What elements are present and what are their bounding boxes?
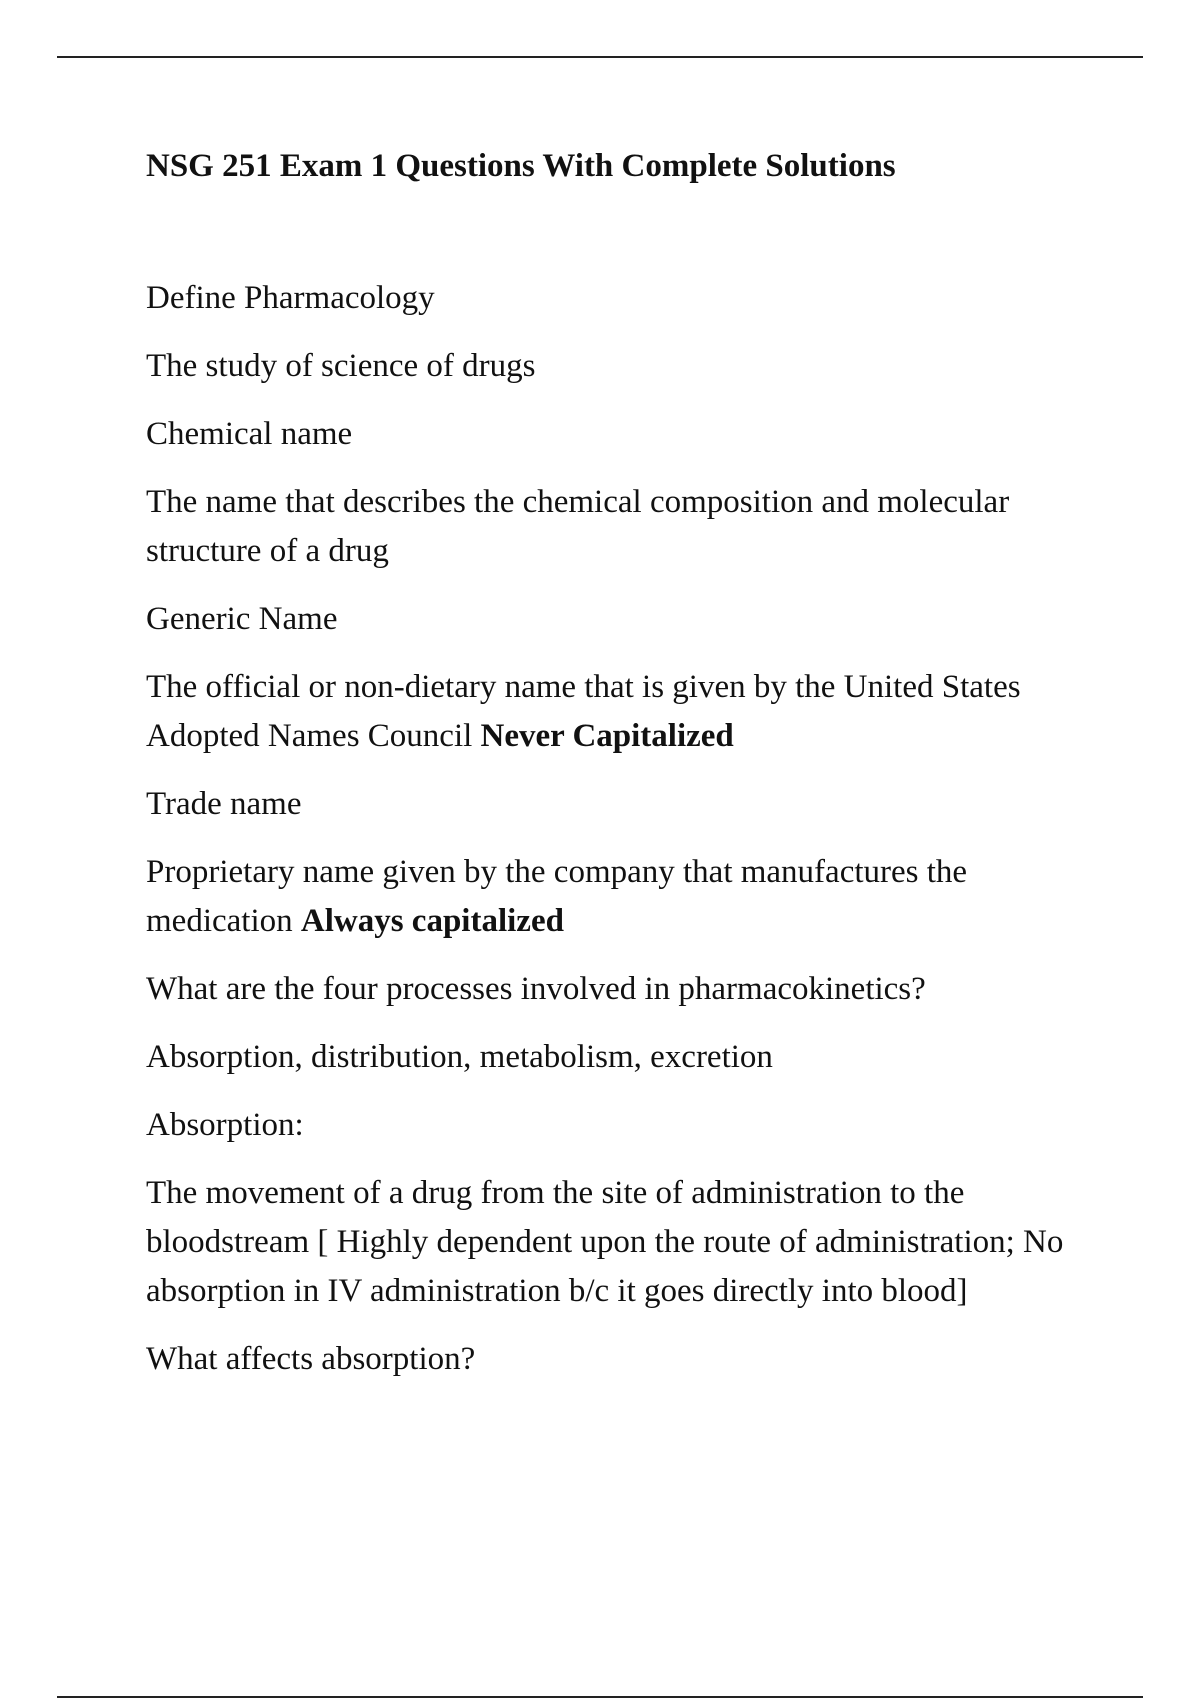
- answer-emphasis: Always capitalized: [300, 903, 564, 939]
- answer-text: [146, 342, 1086, 391]
- answer-text-body: The name that describes the chemical composition and molecular structure of a drug: [146, 484, 1010, 569]
- question-text-body: What are the four processes involved in pharmacokinetics?: [146, 971, 926, 1007]
- question-text-body: Absorption:: [146, 1107, 304, 1143]
- document-body: [146, 146, 1086, 1403]
- answer-text: [146, 848, 1086, 946]
- answer-text-body: Absorption, distribution, metabolism, excretion: [146, 1039, 773, 1075]
- document-title: NSG 251 Exam 1 Questions With Complete Solutions: [146, 148, 896, 184]
- question-text: [146, 274, 1086, 323]
- bottom-rule: [57, 1696, 1143, 1698]
- answer-text-body: The movement of a drug from the site of administration to the bloodstream [ Highly dependent upon the route of administration; No absorption in IV administration b/c it goes directly into blood]: [146, 1175, 1064, 1309]
- answer-text-body: Proprietary name given by the company that manufactures the medication: [146, 854, 968, 939]
- question-text-body: What affects absorption?: [146, 1341, 476, 1377]
- question-text-body: Define Pharmacology: [146, 280, 435, 316]
- answer-emphasis: Never Capitalized: [480, 718, 734, 754]
- question-text: [146, 780, 1086, 829]
- answer-text: [146, 1169, 1086, 1316]
- answer-text: [146, 478, 1086, 576]
- question-text: [146, 595, 1086, 644]
- answer-text: [146, 1033, 1086, 1082]
- qa-list: [146, 274, 1086, 1384]
- question-text-body: Chemical name: [146, 416, 353, 452]
- answer-text-body: The official or non-dietary name that is given by the United States Adopted Names Council: [146, 669, 1021, 754]
- question-text: [146, 410, 1086, 459]
- answer-text: [146, 663, 1086, 761]
- question-text-body: Generic Name: [146, 601, 338, 637]
- answer-text-body: The study of science of drugs: [146, 348, 536, 384]
- question-text: [146, 1101, 1086, 1150]
- question-text-body: Trade name: [146, 786, 302, 822]
- question-text: [146, 965, 1086, 1014]
- top-rule: [57, 56, 1143, 58]
- question-text: [146, 1335, 1086, 1384]
